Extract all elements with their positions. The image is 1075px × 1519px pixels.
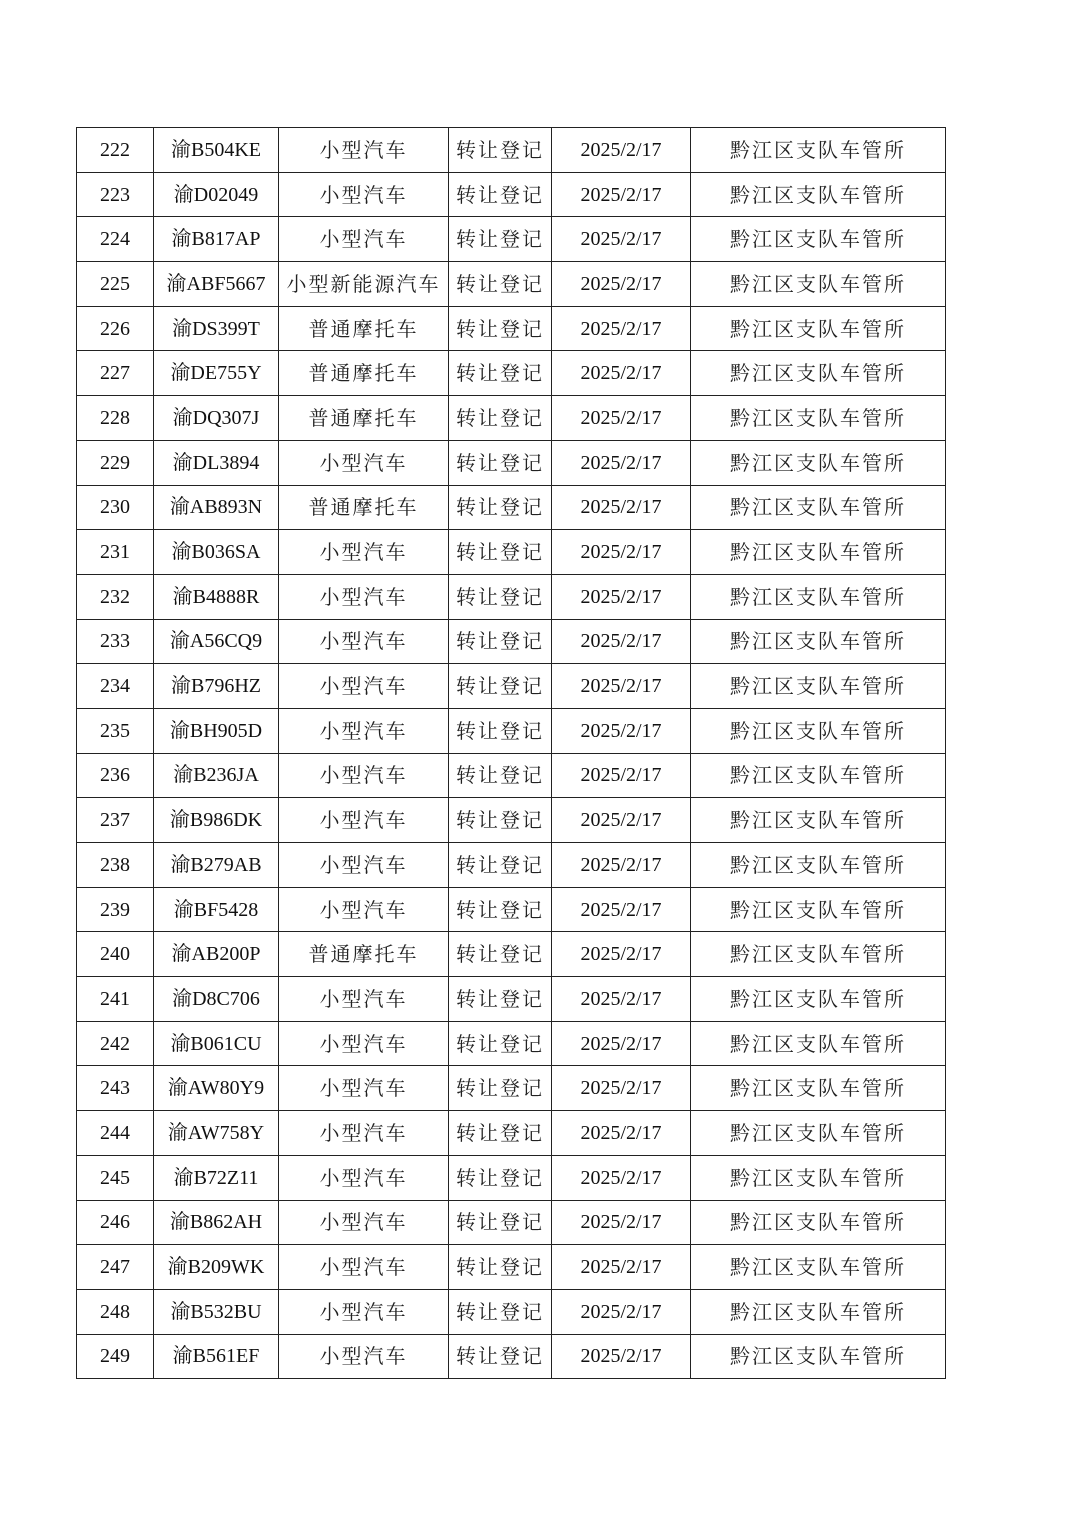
row-number-cell: 247 — [77, 1245, 154, 1290]
table-row — [77, 887, 946, 932]
row-number-cell: 238 — [77, 843, 154, 888]
vehicle-type-cell: 小型汽车 — [279, 530, 449, 575]
row-number-cell: 239 — [77, 887, 154, 932]
vehicle-type-cell: 小型汽车 — [279, 753, 449, 798]
plate-number-cell: 渝AW80Y9 — [154, 1066, 279, 1111]
plate-number-cell: 渝B817AP — [154, 217, 279, 262]
plate-number-cell: 渝B036SA — [154, 530, 279, 575]
office-cell: 黔江区支队车管所 — [691, 530, 946, 575]
vehicle-type-cell: 小型汽车 — [279, 887, 449, 932]
date-cell: 2025/2/17 — [552, 440, 691, 485]
row-number-cell: 245 — [77, 1155, 154, 1200]
table-row — [77, 708, 946, 753]
office-cell: 黔江区支队车管所 — [691, 708, 946, 753]
row-number-cell: 235 — [77, 708, 154, 753]
table-row — [77, 530, 946, 575]
plate-number-cell: 渝B279AB — [154, 843, 279, 888]
row-number-cell: 249 — [77, 1334, 154, 1379]
plate-number-cell: 渝B561EF — [154, 1334, 279, 1379]
row-number-cell: 237 — [77, 798, 154, 843]
table-row — [77, 128, 946, 173]
table-row — [77, 217, 946, 262]
business-type-cell: 转让登记 — [449, 1155, 552, 1200]
office-cell: 黔江区支队车管所 — [691, 172, 946, 217]
vehicle-type-cell: 小型汽车 — [279, 1155, 449, 1200]
date-cell: 2025/2/17 — [552, 887, 691, 932]
business-type-cell: 转让登记 — [449, 440, 552, 485]
date-cell: 2025/2/17 — [552, 1289, 691, 1334]
business-type-cell: 转让登记 — [449, 798, 552, 843]
vehicle-type-cell: 小型汽车 — [279, 798, 449, 843]
row-number-cell: 227 — [77, 351, 154, 396]
vehicle-type-cell: 小型新能源汽车 — [279, 262, 449, 307]
business-type-cell: 转让登记 — [449, 485, 552, 530]
table-row — [77, 1021, 946, 1066]
vehicle-type-cell: 小型汽车 — [279, 217, 449, 262]
office-cell: 黔江区支队车管所 — [691, 932, 946, 977]
office-cell: 黔江区支队车管所 — [691, 262, 946, 307]
vehicle-type-cell: 普通摩托车 — [279, 396, 449, 441]
table-row — [77, 1200, 946, 1245]
row-number-cell: 226 — [77, 306, 154, 351]
vehicle-type-cell: 小型汽车 — [279, 1289, 449, 1334]
plate-number-cell: 渝B862AH — [154, 1200, 279, 1245]
business-type-cell: 转让登记 — [449, 619, 552, 664]
office-cell: 黔江区支队车管所 — [691, 396, 946, 441]
plate-number-cell: 渝B986DK — [154, 798, 279, 843]
business-type-cell: 转让登记 — [449, 1289, 552, 1334]
office-cell: 黔江区支队车管所 — [691, 1334, 946, 1379]
row-number-cell: 240 — [77, 932, 154, 977]
plate-number-cell: 渝B209WK — [154, 1245, 279, 1290]
office-cell: 黔江区支队车管所 — [691, 664, 946, 709]
business-type-cell: 转让登记 — [449, 217, 552, 262]
vehicle-type-cell: 小型汽车 — [279, 440, 449, 485]
row-number-cell: 231 — [77, 530, 154, 575]
date-cell: 2025/2/17 — [552, 1021, 691, 1066]
date-cell: 2025/2/17 — [552, 128, 691, 173]
table-row — [77, 485, 946, 530]
row-number-cell: 222 — [77, 128, 154, 173]
date-cell: 2025/2/17 — [552, 1245, 691, 1290]
row-number-cell: 232 — [77, 574, 154, 619]
office-cell: 黔江区支队车管所 — [691, 1066, 946, 1111]
office-cell: 黔江区支队车管所 — [691, 1245, 946, 1290]
plate-number-cell: 渝DQ307J — [154, 396, 279, 441]
table-row — [77, 440, 946, 485]
date-cell: 2025/2/17 — [552, 708, 691, 753]
vehicle-type-cell: 小型汽车 — [279, 1111, 449, 1156]
plate-number-cell: 渝D8C706 — [154, 977, 279, 1022]
vehicle-type-cell: 小型汽车 — [279, 843, 449, 888]
vehicle-type-cell: 小型汽车 — [279, 1200, 449, 1245]
table-body — [77, 128, 946, 1379]
date-cell: 2025/2/17 — [552, 753, 691, 798]
date-cell: 2025/2/17 — [552, 619, 691, 664]
plate-number-cell: 渝BH905D — [154, 708, 279, 753]
business-type-cell: 转让登记 — [449, 1245, 552, 1290]
row-number-cell: 246 — [77, 1200, 154, 1245]
row-number-cell: 228 — [77, 396, 154, 441]
plate-number-cell: 渝B4888R — [154, 574, 279, 619]
vehicle-type-cell: 小型汽车 — [279, 664, 449, 709]
business-type-cell: 转让登记 — [449, 843, 552, 888]
date-cell: 2025/2/17 — [552, 1334, 691, 1379]
vehicle-type-cell: 普通摩托车 — [279, 485, 449, 530]
date-cell: 2025/2/17 — [552, 396, 691, 441]
date-cell: 2025/2/17 — [552, 798, 691, 843]
row-number-cell: 242 — [77, 1021, 154, 1066]
plate-number-cell: 渝DL3894 — [154, 440, 279, 485]
business-type-cell: 转让登记 — [449, 887, 552, 932]
date-cell: 2025/2/17 — [552, 485, 691, 530]
table-row — [77, 1066, 946, 1111]
business-type-cell: 转让登记 — [449, 753, 552, 798]
table-row — [77, 172, 946, 217]
table-row — [77, 1155, 946, 1200]
office-cell: 黔江区支队车管所 — [691, 485, 946, 530]
vehicle-type-cell: 小型汽车 — [279, 1066, 449, 1111]
business-type-cell: 转让登记 — [449, 574, 552, 619]
date-cell: 2025/2/17 — [552, 530, 691, 575]
table-row — [77, 574, 946, 619]
office-cell: 黔江区支队车管所 — [691, 128, 946, 173]
table-row — [77, 798, 946, 843]
row-number-cell: 241 — [77, 977, 154, 1022]
business-type-cell: 转让登记 — [449, 172, 552, 217]
vehicle-transfer-table — [76, 127, 946, 1379]
office-cell: 黔江区支队车管所 — [691, 843, 946, 888]
vehicle-type-cell: 小型汽车 — [279, 977, 449, 1022]
office-cell: 黔江区支队车管所 — [691, 1155, 946, 1200]
vehicle-type-cell: 小型汽车 — [279, 708, 449, 753]
business-type-cell: 转让登记 — [449, 396, 552, 441]
date-cell: 2025/2/17 — [552, 1066, 691, 1111]
date-cell: 2025/2/17 — [552, 843, 691, 888]
business-type-cell: 转让登记 — [449, 1111, 552, 1156]
vehicle-type-cell: 普通摩托车 — [279, 932, 449, 977]
office-cell: 黔江区支队车管所 — [691, 887, 946, 932]
office-cell: 黔江区支队车管所 — [691, 1289, 946, 1334]
plate-number-cell: 渝B796HZ — [154, 664, 279, 709]
business-type-cell: 转让登记 — [449, 1021, 552, 1066]
date-cell: 2025/2/17 — [552, 217, 691, 262]
vehicle-type-cell: 小型汽车 — [279, 172, 449, 217]
table-row — [77, 351, 946, 396]
business-type-cell: 转让登记 — [449, 128, 552, 173]
table-row — [77, 977, 946, 1022]
vehicle-type-cell: 普通摩托车 — [279, 306, 449, 351]
row-number-cell: 236 — [77, 753, 154, 798]
table-row — [77, 932, 946, 977]
row-number-cell: 234 — [77, 664, 154, 709]
office-cell: 黔江区支队车管所 — [691, 619, 946, 664]
row-number-cell: 243 — [77, 1066, 154, 1111]
plate-number-cell: 渝A56CQ9 — [154, 619, 279, 664]
table-row — [77, 396, 946, 441]
business-type-cell: 转让登记 — [449, 530, 552, 575]
date-cell: 2025/2/17 — [552, 306, 691, 351]
date-cell: 2025/2/17 — [552, 1155, 691, 1200]
date-cell: 2025/2/17 — [552, 932, 691, 977]
date-cell: 2025/2/17 — [552, 1111, 691, 1156]
office-cell: 黔江区支队车管所 — [691, 753, 946, 798]
vehicle-type-cell: 普通摩托车 — [279, 351, 449, 396]
row-number-cell: 248 — [77, 1289, 154, 1334]
table-row — [77, 1111, 946, 1156]
table-row — [77, 753, 946, 798]
date-cell: 2025/2/17 — [552, 351, 691, 396]
table-row — [77, 1289, 946, 1334]
row-number-cell: 233 — [77, 619, 154, 664]
date-cell: 2025/2/17 — [552, 172, 691, 217]
row-number-cell: 225 — [77, 262, 154, 307]
business-type-cell: 转让登记 — [449, 977, 552, 1022]
vehicle-type-cell: 小型汽车 — [279, 1245, 449, 1290]
vehicle-type-cell: 小型汽车 — [279, 128, 449, 173]
business-type-cell: 转让登记 — [449, 708, 552, 753]
plate-number-cell: 渝D02049 — [154, 172, 279, 217]
plate-number-cell: 渝B061CU — [154, 1021, 279, 1066]
row-number-cell: 229 — [77, 440, 154, 485]
vehicle-type-cell: 小型汽车 — [279, 1021, 449, 1066]
table-row — [77, 619, 946, 664]
date-cell: 2025/2/17 — [552, 1200, 691, 1245]
business-type-cell: 转让登记 — [449, 1066, 552, 1111]
business-type-cell: 转让登记 — [449, 664, 552, 709]
office-cell: 黔江区支队车管所 — [691, 217, 946, 262]
plate-number-cell: 渝B72Z11 — [154, 1155, 279, 1200]
plate-number-cell: 渝ABF5667 — [154, 262, 279, 307]
table-row — [77, 1334, 946, 1379]
office-cell: 黔江区支队车管所 — [691, 1200, 946, 1245]
plate-number-cell: 渝B532BU — [154, 1289, 279, 1334]
vehicle-type-cell: 小型汽车 — [279, 574, 449, 619]
business-type-cell: 转让登记 — [449, 1334, 552, 1379]
business-type-cell: 转让登记 — [449, 262, 552, 307]
office-cell: 黔江区支队车管所 — [691, 306, 946, 351]
business-type-cell: 转让登记 — [449, 932, 552, 977]
office-cell: 黔江区支队车管所 — [691, 1111, 946, 1156]
business-type-cell: 转让登记 — [449, 1200, 552, 1245]
office-cell: 黔江区支队车管所 — [691, 977, 946, 1022]
vehicle-type-cell: 小型汽车 — [279, 619, 449, 664]
plate-number-cell: 渝B504KE — [154, 128, 279, 173]
business-type-cell: 转让登记 — [449, 351, 552, 396]
row-number-cell: 230 — [77, 485, 154, 530]
date-cell: 2025/2/17 — [552, 574, 691, 619]
plate-number-cell: 渝DE755Y — [154, 351, 279, 396]
table-row — [77, 262, 946, 307]
plate-number-cell: 渝AW758Y — [154, 1111, 279, 1156]
office-cell: 黔江区支队车管所 — [691, 1021, 946, 1066]
table-row — [77, 1245, 946, 1290]
row-number-cell: 224 — [77, 217, 154, 262]
table-row — [77, 664, 946, 709]
plate-number-cell: 渝DS399T — [154, 306, 279, 351]
office-cell: 黔江区支队车管所 — [691, 440, 946, 485]
office-cell: 黔江区支队车管所 — [691, 351, 946, 396]
date-cell: 2025/2/17 — [552, 664, 691, 709]
plate-number-cell: 渝B236JA — [154, 753, 279, 798]
plate-number-cell: 渝AB200P — [154, 932, 279, 977]
plate-number-cell: 渝BF5428 — [154, 887, 279, 932]
plate-number-cell: 渝AB893N — [154, 485, 279, 530]
vehicle-type-cell: 小型汽车 — [279, 1334, 449, 1379]
row-number-cell: 223 — [77, 172, 154, 217]
office-cell: 黔江区支队车管所 — [691, 798, 946, 843]
table-row — [77, 843, 946, 888]
business-type-cell: 转让登记 — [449, 306, 552, 351]
table-row — [77, 306, 946, 351]
office-cell: 黔江区支队车管所 — [691, 574, 946, 619]
date-cell: 2025/2/17 — [552, 262, 691, 307]
date-cell: 2025/2/17 — [552, 977, 691, 1022]
row-number-cell: 244 — [77, 1111, 154, 1156]
